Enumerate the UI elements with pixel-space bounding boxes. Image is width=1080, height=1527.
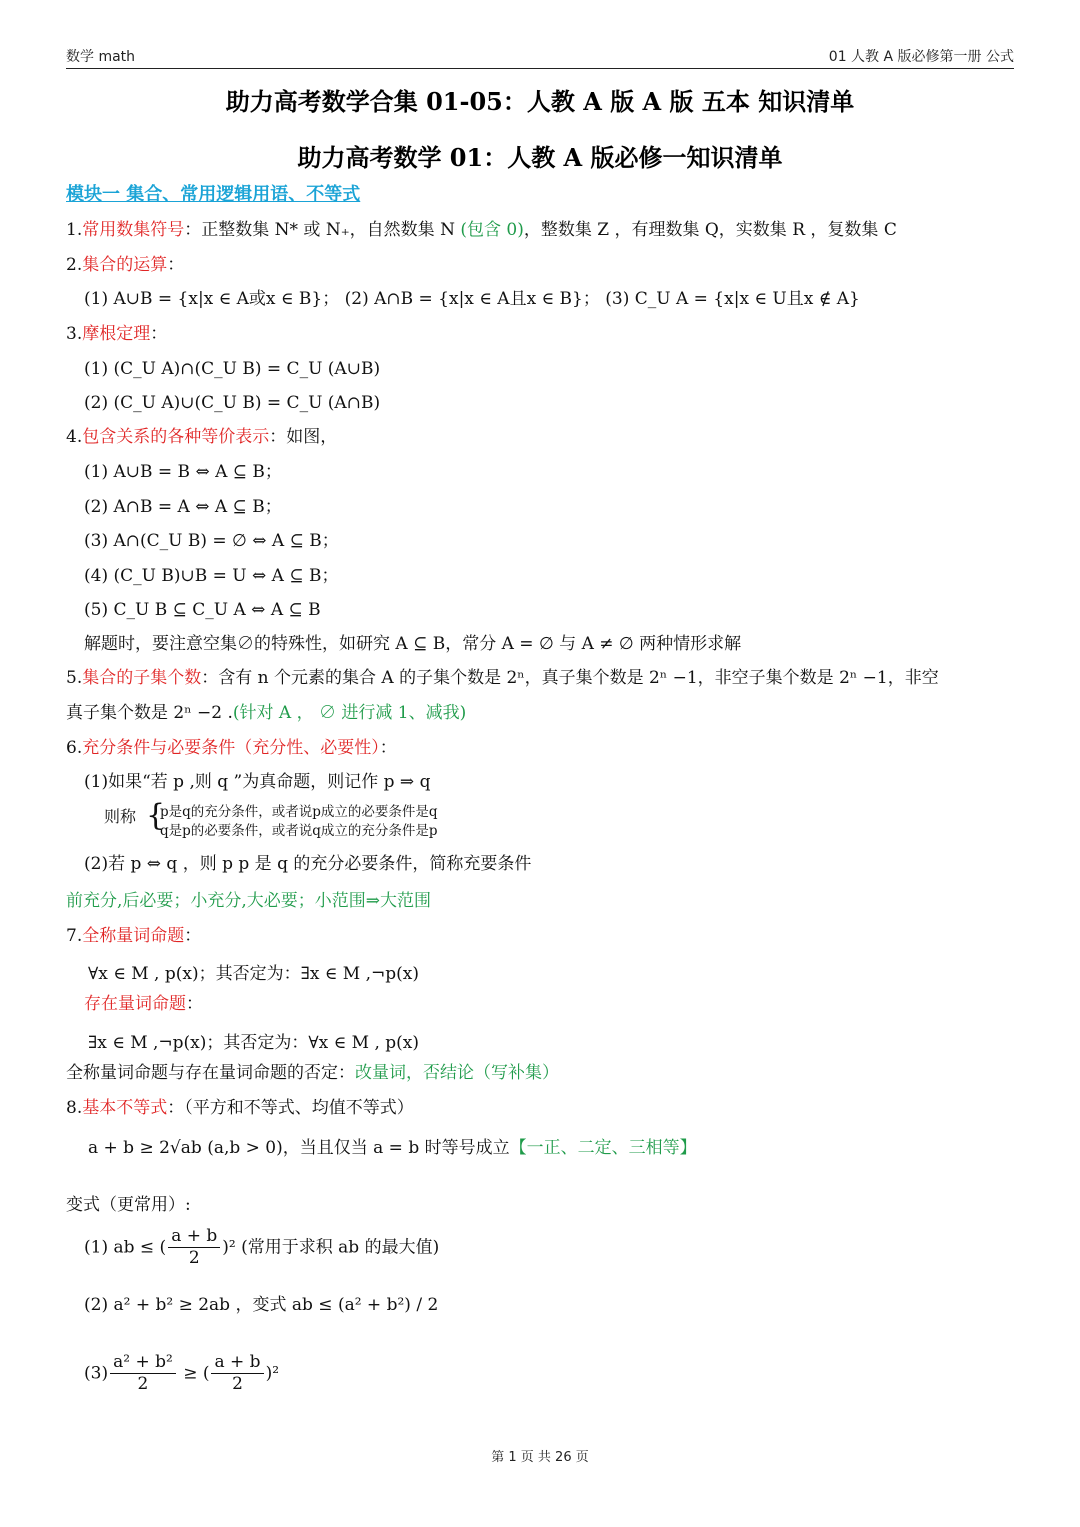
- item-7: [66, 926, 1020, 947]
- variant-1-post: )² (常用于求积 ab 的最大值): [222, 1237, 440, 1258]
- main-title: 助力高考数学合集 01-05：人教 A 版 A 版 五本 知识清单: [225, 87, 855, 116]
- item-8-inequality: a + b ≥ 2√ab (a,b > 0)，当且仅当 a = b 时等号成立: [88, 1138, 510, 1158]
- item-8: [66, 1098, 1020, 1119]
- item-8-label: 基本不等式: [82, 1098, 168, 1118]
- fraction-denominator: 2: [137, 1374, 149, 1395]
- item-8-tail: ：（平方和不等式、均值不等式）: [167, 1098, 414, 1118]
- header-left: 数学 math: [66, 49, 136, 65]
- section-title: 模块一 集合、常用逻辑用语、不等式: [66, 184, 361, 205]
- item-7-label-2: 存在量词命题: [84, 994, 186, 1014]
- item-4-tail: ：如图，: [269, 427, 338, 447]
- item-6-then: 则称: [104, 807, 137, 826]
- item-number: 1.: [66, 220, 83, 240]
- item-8-variant-1: [84, 1226, 1020, 1272]
- variant-1-fraction: [168, 1226, 220, 1270]
- item-6-brace-line-2: q是p的必要条件，或者说q成立的充分条件是p: [160, 823, 438, 839]
- variant-3-fraction-2: [211, 1352, 263, 1396]
- sub-title: 助力高考数学 01：人教 A 版必修一知识清单: [297, 143, 783, 172]
- item-5-line-2: [66, 703, 1020, 724]
- fraction-denominator: 2: [188, 1248, 200, 1269]
- page-footer: 第 1 页 共 26 页: [491, 1450, 589, 1465]
- item-6-brace-block: [104, 798, 1020, 843]
- item-number: 4.: [66, 427, 83, 447]
- fraction-denominator: 2: [232, 1374, 243, 1395]
- fraction-numerator: a + b: [211, 1352, 263, 1374]
- item-4-label: 包含关系的各种等价表示: [82, 427, 270, 447]
- item-1-text-b: ，整数集 Z ，有理数集 Q，实数集 R ，复数集 C: [523, 220, 897, 240]
- section-heading: [66, 184, 1020, 207]
- item-5: [66, 668, 1020, 689]
- item-4-formula-5: (5) C_U B ⊆ C_U A ⇔ A ⊆ B: [84, 600, 321, 620]
- variant-3-mid: ≥ (: [177, 1363, 210, 1384]
- item-3-formula-2: (2) (C_U A)∪(C_U B) = C_U (A∩B): [84, 393, 381, 413]
- brace: {: [146, 798, 166, 833]
- variant-3-fraction-1: [110, 1352, 176, 1396]
- item-5-label: 集合的子集个数: [82, 668, 202, 688]
- item-3-formula-1: (1) (C_U A)∩(C_U B) = C_U (A∪B): [84, 359, 381, 379]
- item-4-formula-1: (1) A∪B = B ⇔ A ⊆ B；: [84, 462, 282, 482]
- item-5-green: (针对 A ， ∅ 进行减 1、减我): [232, 703, 467, 723]
- item-number: 7.: [66, 926, 83, 946]
- item-1-text-a: ：正整数集 N* 或 N₊，自然数集 N: [184, 220, 461, 240]
- item-2: 2.集合的运算：: [66, 255, 185, 275]
- item-6-tail: ：: [379, 738, 397, 758]
- fraction-numerator: a + b: [168, 1226, 220, 1248]
- item-7-tail: ：: [184, 926, 202, 946]
- item-6-green-note: 前充分,后必要；小充分,大必要；小范围⇒大范围: [66, 891, 432, 911]
- item-number: 2.: [66, 255, 83, 275]
- item-6-label: 充分条件与必要条件（充分性、必要性）: [82, 738, 380, 758]
- item-3: 3.摩根定理：: [66, 324, 168, 344]
- item-4-formula-2: (2) A∩B = A ⇔ A ⊆ B；: [84, 497, 282, 517]
- item-7-existential: [84, 994, 1020, 1015]
- item-2-formula: (1) A∪B = {x|x ∈ A或x ∈ B}； (2) A∩B = {x|x ∈ A且x ∈ B}； (3) C_U A = {x|x ∈ U且x ∉ A}: [84, 289, 860, 309]
- item-7-negation: [66, 1063, 1020, 1084]
- item-7-neg-text: 全称量词命题与存在量词命题的否定：: [66, 1063, 355, 1083]
- item-5-text-2: 真子集个数是 2ⁿ −2 .: [66, 703, 233, 723]
- item-8-variant-3: [84, 1352, 1020, 1402]
- variant-1-pre: (1) ab ≤ (: [84, 1237, 167, 1258]
- variant-3-pre: (3): [84, 1363, 109, 1384]
- item-4-note: 解题时，要注意空集∅的特殊性，如研究 A ⊆ B，常分 A = ∅ 与 A ≠ ∅ 两种情形求解: [84, 634, 742, 654]
- item-2-label: 集合的运算: [82, 255, 168, 275]
- item-7-neg-green: 改量词，否结论（写补集）: [355, 1063, 559, 1083]
- item-7-tail-2: ：: [186, 994, 203, 1014]
- item-8-variant-2: (2) a² + b² ≥ 2ab ，变式 ab ≤ (a² + b²) / 2: [84, 1295, 439, 1315]
- page-header: [66, 44, 1014, 69]
- item-5-text: ：含有 n 个元素的集合 A 的子集个数是 2ⁿ，真子集个数是 2ⁿ −1，非空子集个数是 2ⁿ −1，非空: [201, 668, 939, 688]
- item-7-label: 全称量词命题: [82, 926, 185, 946]
- item-number: 8.: [66, 1098, 83, 1118]
- item-4-formula-3: (3) A∩(C_U B) = ∅ ⇔ A ⊆ B；: [84, 531, 339, 551]
- item-6-brace-line-1: p是q的充分条件，或者说p成立的必要条件是q: [160, 804, 438, 820]
- item-number: 3.: [66, 324, 83, 344]
- item-1-green: (包含 0): [460, 220, 524, 240]
- item-4-formula-4: (4) (C_U B)∪B = U ⇔ A ⊆ B；: [84, 566, 339, 586]
- item-8-green: 【一正、二定、三相等】: [509, 1138, 697, 1158]
- item-1: [66, 220, 1020, 241]
- item-7-formula-2: ∃x ∈ M ,¬p(x)；其否定为：∀x ∈ M , p(x): [88, 1033, 419, 1053]
- item-8-formula-1: [88, 1138, 1020, 1159]
- item-6-formula-2: (2)若 p ⇔ q ，则 p p 是 q 的充分必要条件，简称充要条件: [84, 854, 532, 874]
- item-number: 6.: [66, 738, 83, 758]
- variant-3-post: )²: [265, 1363, 280, 1384]
- header-right: 01 人教 A 版必修第一册 公式: [828, 49, 1014, 65]
- item-3-label: 摩根定理: [82, 324, 151, 344]
- item-1-label: 常用数集符号: [82, 220, 185, 240]
- item-4: [66, 427, 1020, 448]
- item-8-variants-label: 变式（更常用）:: [66, 1195, 191, 1215]
- item-6-formula-1: (1)如果“若 p ,则 q ”为真命题，则记作 p ⇒ q: [84, 772, 431, 792]
- fraction-numerator: a² + b²: [110, 1352, 176, 1374]
- item-6: [66, 738, 1020, 759]
- item-number: 5.: [66, 668, 83, 688]
- item-7-formula-1: ∀x ∈ M , p(x)；其否定为：∃x ∈ M ,¬p(x): [88, 964, 419, 984]
